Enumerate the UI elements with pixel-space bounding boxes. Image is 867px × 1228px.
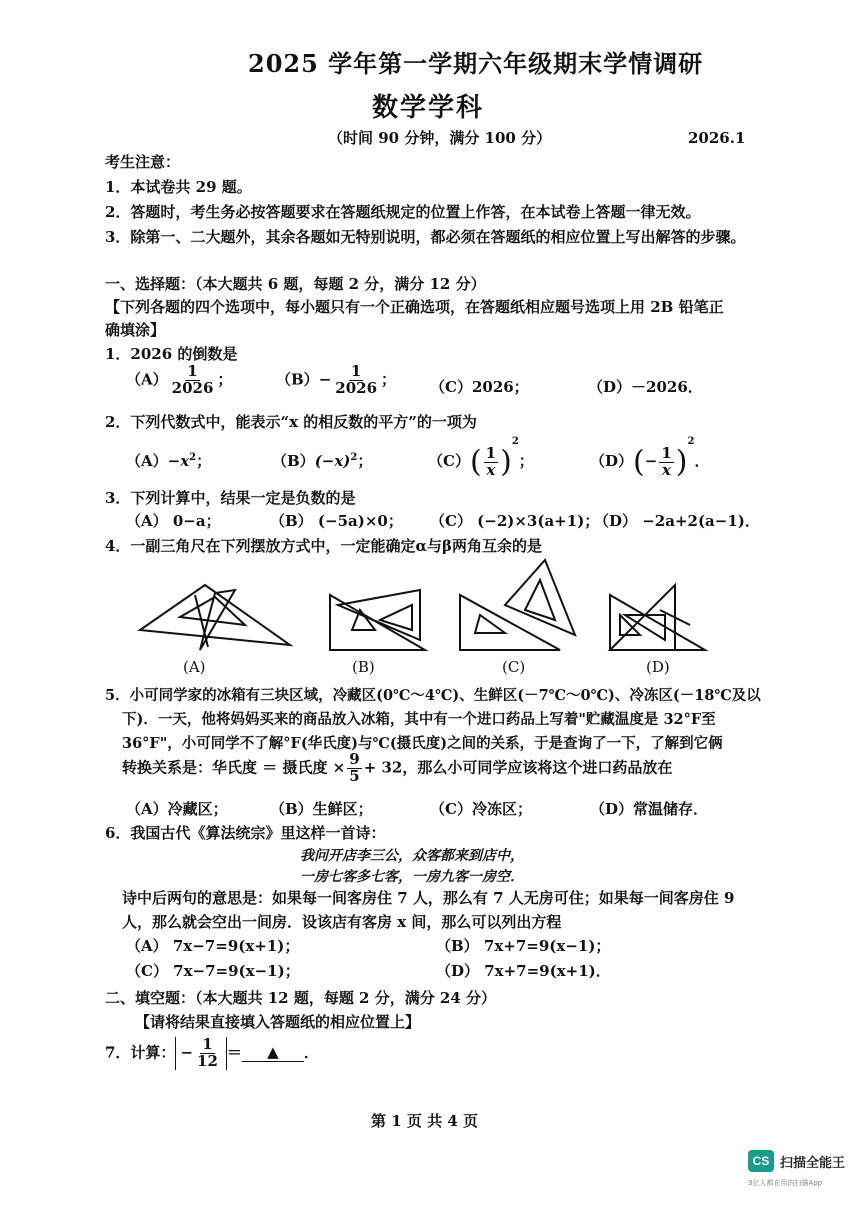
q2-option-d: （D）(− $\frac{1}{x}$ )$^2$． xyxy=(590,436,710,480)
q1-option-b: （B）− $\frac{1}{2026}$ ； xyxy=(276,362,397,397)
section1-instruction: 确填涂】 xyxy=(105,321,166,339)
notice-item: 1．本试卷共 29 题。 xyxy=(105,178,252,196)
q3-stem: 3．下列计算中，结果一定是负数的是 xyxy=(105,489,356,507)
q6-option-c: （C） 7x−7=9(x−1)； xyxy=(126,962,300,980)
q3-option-d: （D） −2a+2(a−1)． xyxy=(594,512,760,530)
q2-option-a: $(A)-x^2$； xyxy=(126,452,212,470)
q1-option-d: （D）－2026． xyxy=(588,378,703,396)
q6-option-a: （A） 7x−7=9(x+1)； xyxy=(126,937,300,955)
q6-stem: 6．我国古代《算法统宗》里这样一首诗： xyxy=(105,824,386,842)
q4-stem: 4．一副三角尺在下列摆放方式中，一定能确定α与β两角互余的是 xyxy=(105,537,542,555)
q4-label-b: (B) xyxy=(352,658,375,676)
page-number: 第 1 页 共 4 页 xyxy=(371,1112,478,1130)
q2-option-c: （C）( $\frac{1}{x}$ )$^2$； xyxy=(428,436,534,480)
q4-label-c: (C) xyxy=(502,658,526,676)
q5-option-a: （A）冷藏区； xyxy=(126,800,228,818)
q3-option-c: （C） (−2)×3(a+1)； xyxy=(430,512,600,530)
q2-option-b: $(B)(-x)^2$； xyxy=(272,452,373,470)
q5-option-d: （D）常温储存． xyxy=(590,800,709,818)
notice-item: 3．除第一、二大题外，其余各题如无特别说明，都必须在答题纸的相应位置上写出解答的步骤。 xyxy=(105,228,746,246)
q4-label-d: (D) xyxy=(646,658,670,676)
scanner-app-tagline: 3亿人都在用的扫描App xyxy=(748,1179,823,1187)
exam-date: 2026.1 xyxy=(688,129,746,147)
time-info: （时间 90 分钟，满分 100 分） xyxy=(328,129,552,147)
notice-item: 2．答题时，考生务必按答题要求在答题纸规定的位置上作答，在本试卷上答题一律无效。 xyxy=(105,203,701,221)
q6-text: 诗中后两句的意思是：如果每一间客房住 7 人，那么有 7 人无房可住；如果每一间客房住 9 xyxy=(122,889,735,907)
q5-option-b: （B）生鲜区； xyxy=(270,800,373,818)
triangle-ruler-figure-a xyxy=(140,585,290,650)
section2-heading: 二、填空题：（本大题共 12 题，每题 2 分，满分 24 分） xyxy=(105,989,497,1007)
subject-title: 数学学科 xyxy=(372,93,485,123)
notice-heading: 考生注意： xyxy=(105,153,181,171)
q6-poem-line: 一房七客多七客，一房九客一房空． xyxy=(300,869,524,885)
section1-instruction: 【下列各题的四个选项中，每小题只有一个正确选项，在答题纸相应题号选项上用 2B 铅笔正 xyxy=(105,298,724,316)
scanner-app-name: 扫描全能王 xyxy=(780,1156,846,1171)
absolute-value-expression: − $\frac{1}{12}$ xyxy=(175,1037,226,1070)
exam-title: 2025 学年第一学期六年级期末学情调研 xyxy=(248,49,704,78)
cs-badge-icon: CS xyxy=(748,1150,774,1172)
q5-text: 5．小可同学家的冰箱有三块区域，冷藏区(0℃～4℃)、生鲜区(－7℃～0℃)、冷冻区(－18℃及以 xyxy=(105,687,761,704)
q7: 7．计算： − $\frac{1}{12}$ ＝ ▲ ． xyxy=(105,1035,319,1070)
q5-text: 36°F"，小可同学不了解°F(华氏度)与℃(摄氏度)之间的关系，于是查询了一下，了解到它俩 xyxy=(122,735,723,752)
q6-poem-line: 我问开店李三公，众客都来到店中， xyxy=(300,848,524,864)
q1-stem: 1．2026 的倒数是 xyxy=(105,345,238,363)
scanner-app-logo xyxy=(748,1150,858,1200)
triangle-ruler-figure-b xyxy=(330,590,425,650)
q5-text: 下)．一天，他将妈妈买来的商品放入冰箱，其中有一个进口药品上写着"贮藏温度是 32°F至 xyxy=(122,711,716,728)
triangle-ruler-figure-c xyxy=(460,560,575,650)
triangle-ruler-figure-d xyxy=(610,585,705,650)
q1-option-c: （C）2026； xyxy=(430,378,529,396)
q2-stem: 2．下列代数式中，能表示“x 的相反数的平方”的一项为 xyxy=(105,413,477,431)
answer-blank: ▲ xyxy=(242,1043,304,1062)
q6-option-b: （B） 7x+7=9(x−1)； xyxy=(436,937,611,955)
section2-instruction: 【请将结果直接填入答题纸的相应位置上】 xyxy=(135,1013,421,1031)
q6-text: 人，那么就会空出一间房．设该店有客房 x 间，那么可以列出方程 xyxy=(122,913,562,931)
q5-formula-line: 转换关系是：华氏度 ＝ 摄氏度 × $\frac{9}{5}$ + 32，那么小可同学应该将这个进口药品放在 xyxy=(122,750,673,785)
section1-heading: 一、选择题：（本大题共 6 题，每题 2 分，满分 12 分） xyxy=(105,275,486,293)
q1-option-a: （A） $\frac{1}{2026}$ ； xyxy=(126,362,233,397)
q4-label-a: (A) xyxy=(183,658,206,676)
q5-option-c: （C）冷冻区； xyxy=(430,800,532,818)
q6-option-d: （D） 7x+7=9(x+1)． xyxy=(436,962,611,980)
q4-figures xyxy=(120,555,740,675)
q3-option-a: （A） 0−a； xyxy=(126,512,221,530)
q3-option-b: （B） (−5a)×0； xyxy=(270,512,403,530)
